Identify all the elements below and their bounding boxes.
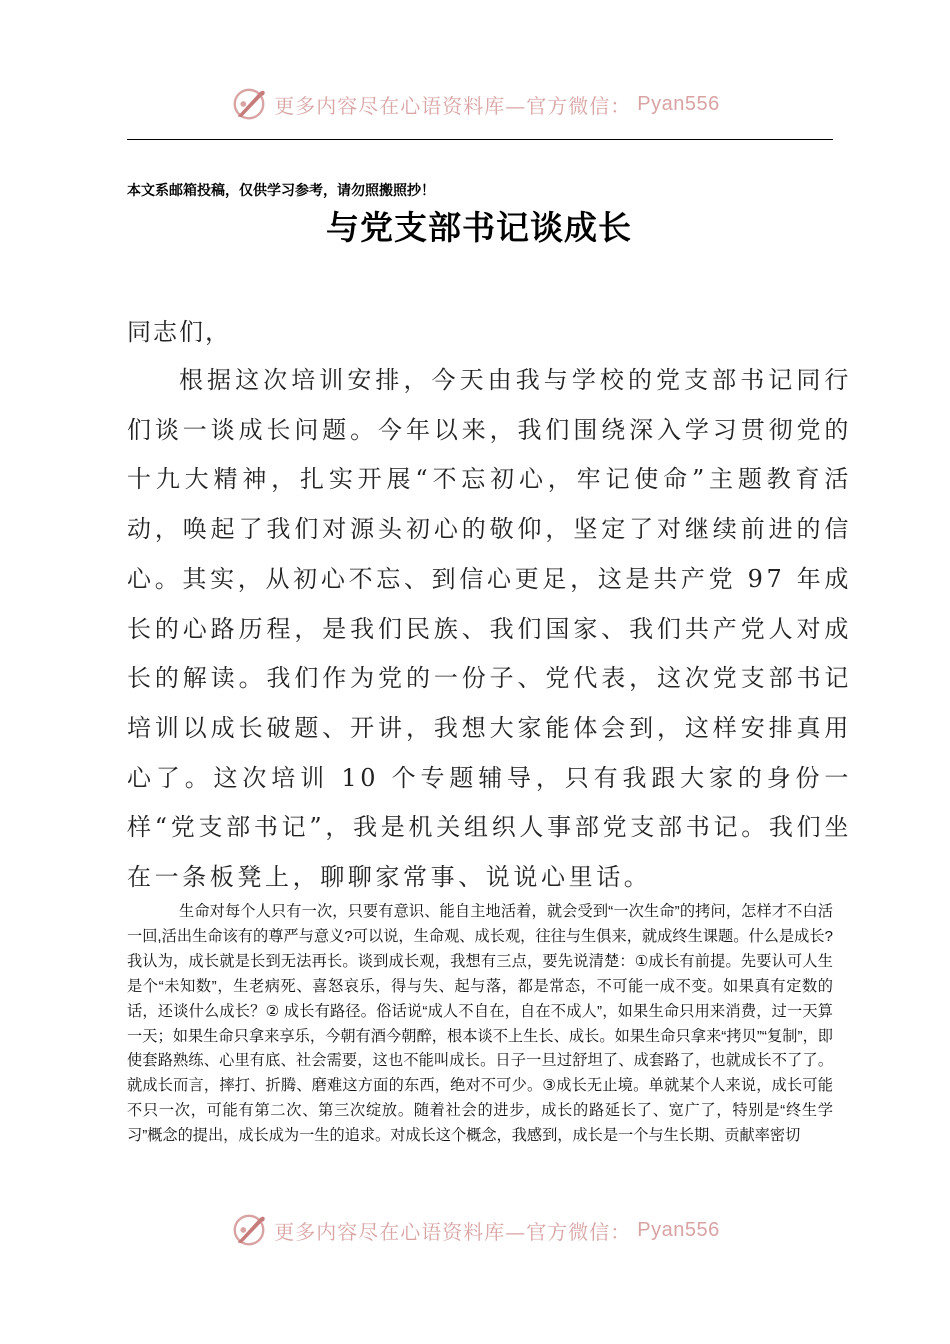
document-title: 与党支部书记谈成长 <box>326 208 632 247</box>
footer-banner <box>0 1208 950 1252</box>
banner-text: 更多内容尽在心语资料库—官方微信： <box>274 93 632 118</box>
body-paragraph-2: 生命对每个人只有一次，只要有意识、能自主地活着，就会受到“一次生命”的拷问，怎样才不白活一回,活出生命该有的尊严与意义?可以说，生命观、成长观，往往与生俱来，就成终生课题。什么是成长?我认为，成长就是长到无法再长。谈到成长观，我想有三点，要先说清楚：①成长有前提。先要认可人生是个“未知数”，生老病死、喜怒哀乐，得与失、起与落，都是常态，不可能一成不变。如果真有定数的话，还谈什么成长？② 成长有路径。俗话说“成人不自在，自在不成人”，如果生命只用来消费，过一天算一天；如果生命只拿来享乐，今朝有酒今朝醉，根本谈不上生长、成长。如果生命只拿来“拷贝”“复制”，即使套路熟练、心里有底、社会需要，这也不能叫成长。日子一旦过舒坦了、成套路了，也就成长不了了。就成长而言，摔打、折腾、磨难这方面的东西，绝对不可少。③成长无止境。单就某个人来说，成长可能不只一次，可能有第二次、第三次绽放。随着社会的进步，成长的路延长了、宽广了，特别是“终生学习”概念的提出，成长成为一生的追求。对成长这个概念，我感到，成长是一个与生长期、贡献率密切 <box>127 903 833 1145</box>
greeting: 同志们， <box>127 318 231 346</box>
header-divider <box>127 139 833 140</box>
quill-logo-icon <box>230 85 268 123</box>
submission-notice: 本文系邮箱投稿，仅供学习参考，请勿照搬照抄！ <box>127 183 435 199</box>
quill-logo-icon <box>230 1211 268 1249</box>
banner-wechat-id: Pyan556 <box>637 92 720 115</box>
footer-banner-text: 更多内容尽在心语资料库—官方微信： <box>274 1219 632 1244</box>
body-paragraph-1: 根据这次培训安排，今天由我与学校的党支部书记同行们谈一谈成长问题。今年以来，我们围绕深入学习贯彻党的十九大精神，扎实开展“不忘初心，牢记使命”主题教育活动，唤起了我们对源头初心的敬仰，坚定了对继续前进的信心。其实，从初心不忘、到信心更足，这是共产党 97 年成长的心路历程，是我们民族、我们国家、我们共产党人对成长的解读。我们作为党的一份子、党代表，这次党支部书记培训以成长破题、开讲，我想大家能体会到，这样安排真用心了。这次培训 10 个专题辅导，只有我跟大家的身份一样“党支部书记”，我是机关组织人事部党支部书记。我们坐在一条板凳上，聊聊家常事、说说心里话。 <box>127 366 852 892</box>
footer-banner-wechat-id: Pyan556 <box>637 1218 720 1241</box>
header-banner <box>0 82 950 126</box>
